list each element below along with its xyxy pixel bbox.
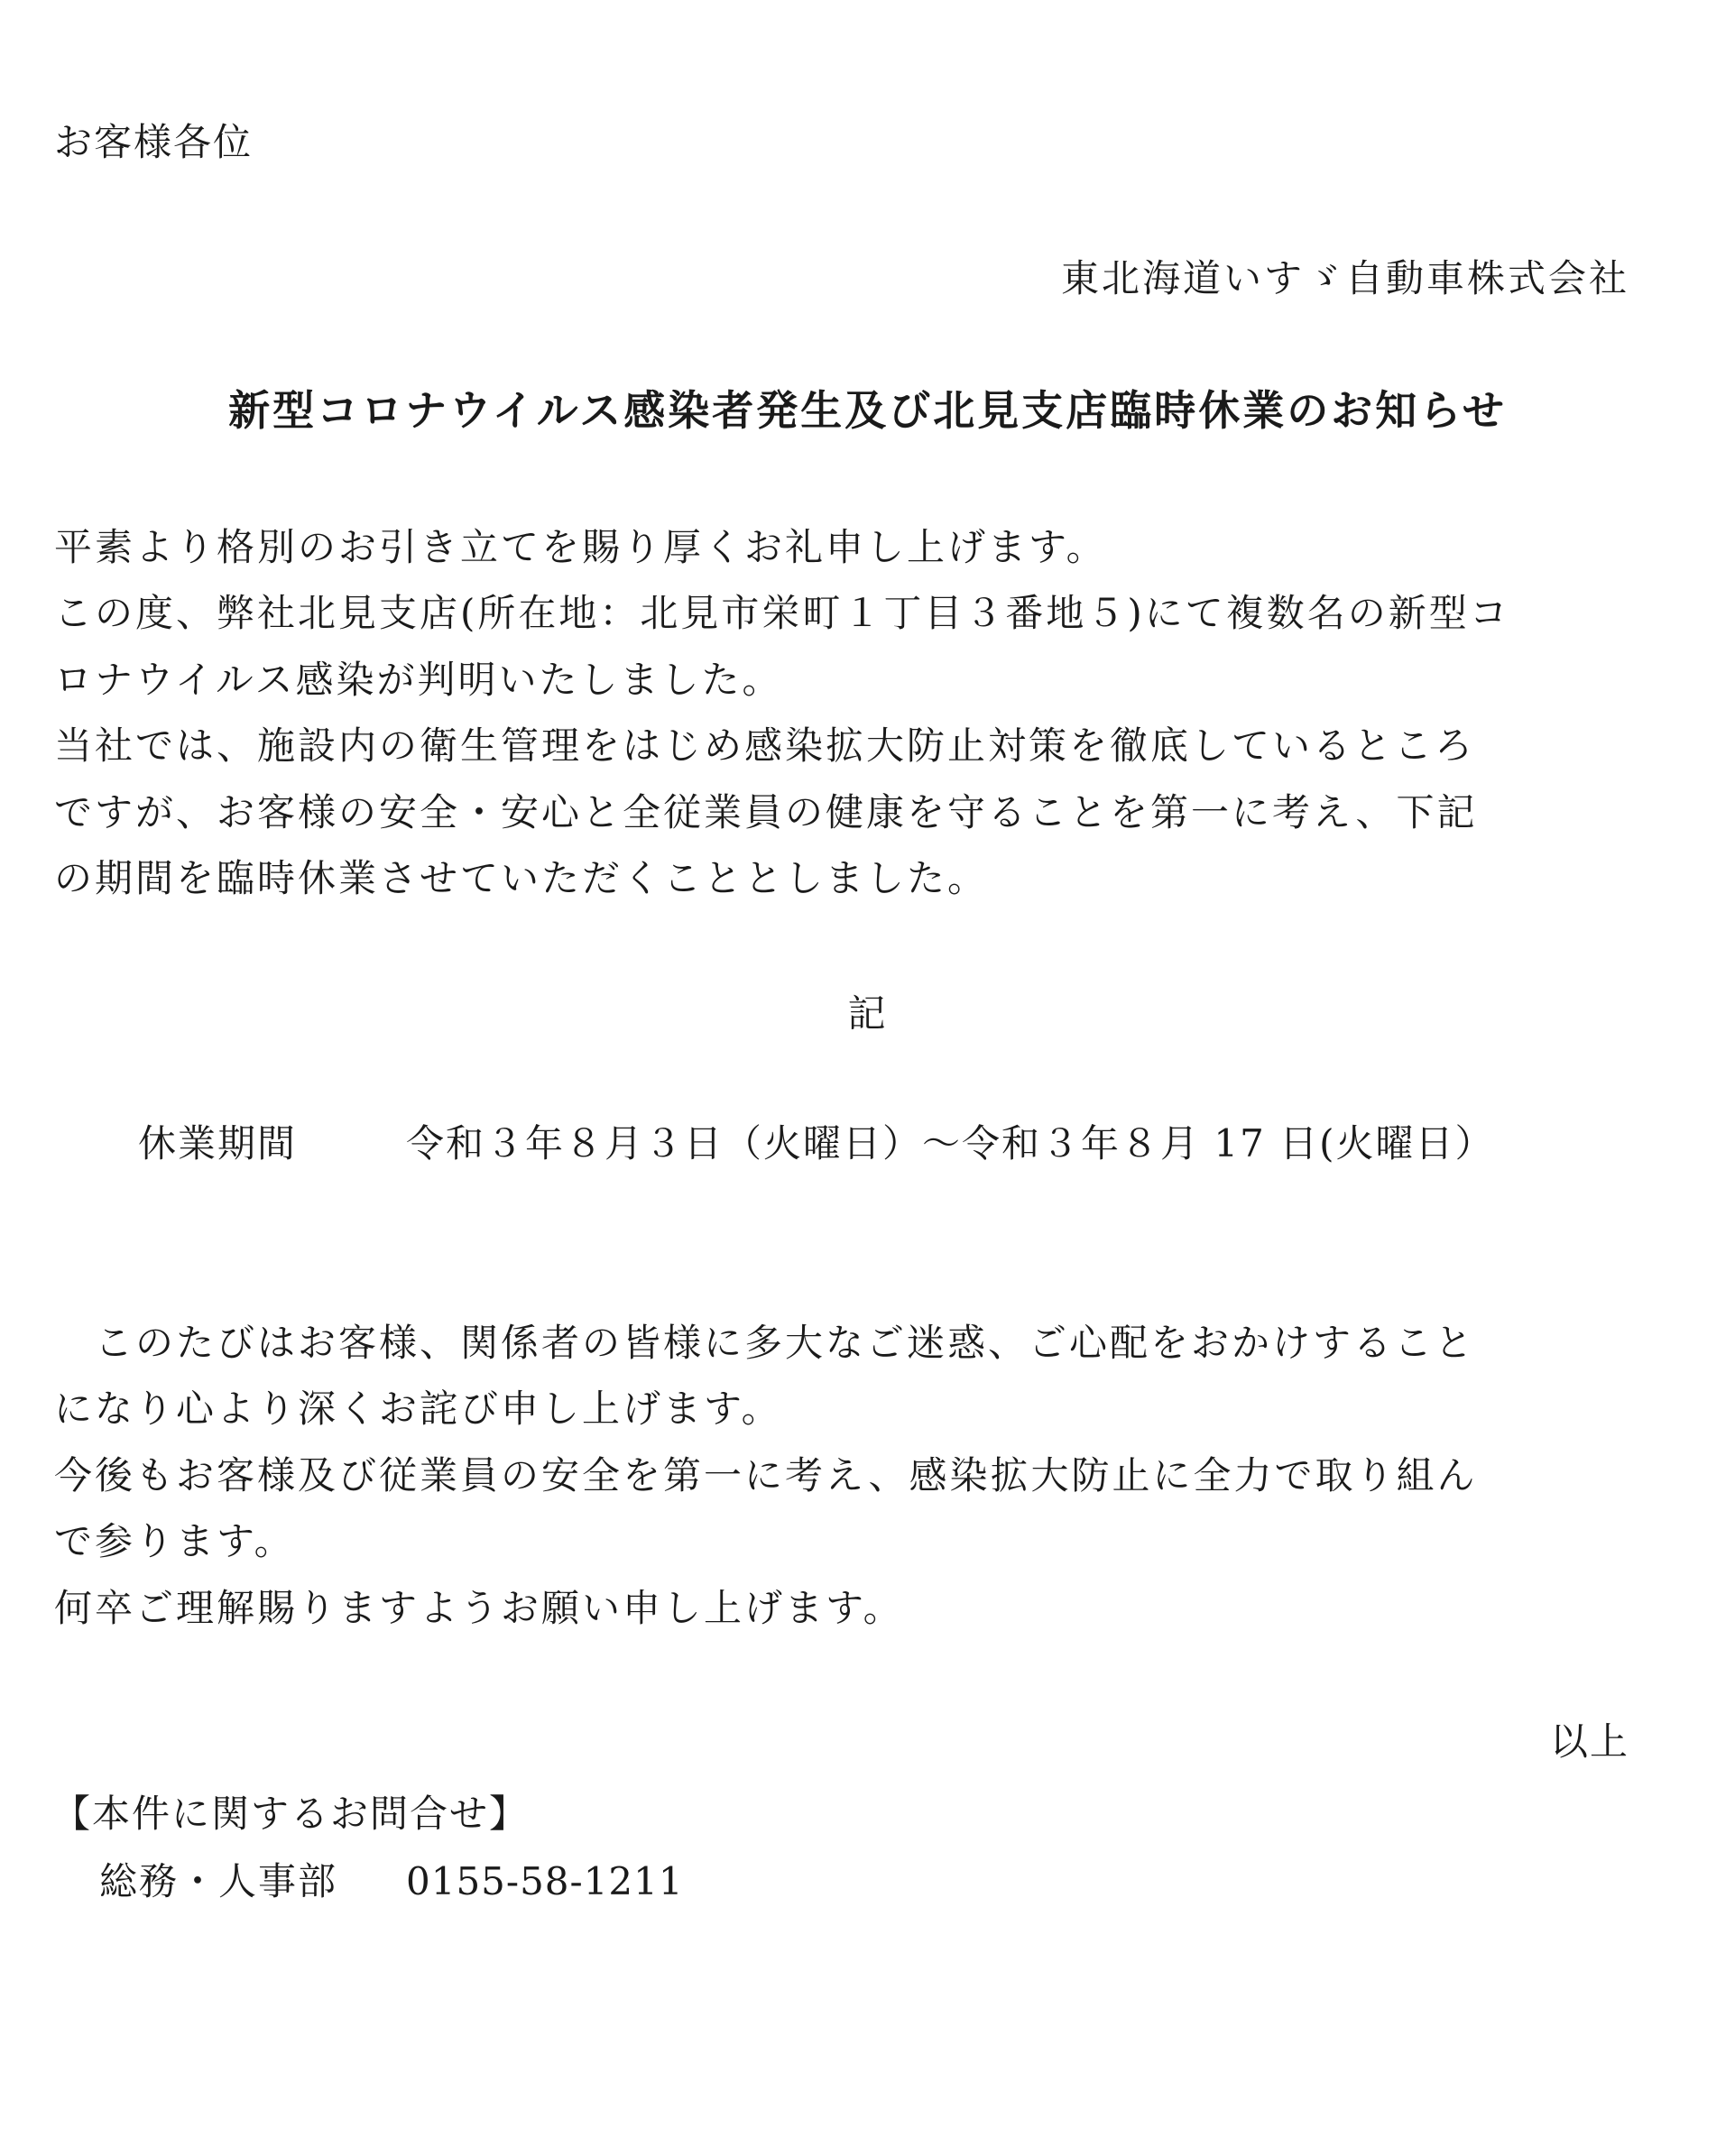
notice-title: 新型コロナウイルス感染者発生及び北見支店臨時休業のお知らせ: [228, 386, 1507, 435]
body-line: の期間を臨時休業させていただくこととしました。: [54, 856, 989, 900]
body-line: 当社では、施設内の衛生管理をはじめ感染拡大防止対策を徹底しているところ: [54, 723, 1476, 768]
contact-phone: 0155-58-1211: [406, 1859, 684, 1903]
body-line: ロナウイルス感染が判明いたしました。: [54, 658, 783, 702]
body-line: ですが、お客様の安全・安心と全従業員の健康を守ることを第一に考え、下記: [54, 790, 1478, 834]
apology-line: になり心より深くお詫び申し上げます。: [54, 1387, 782, 1431]
addressee: お客様各位: [54, 120, 254, 164]
body-line: 平素より格別のお引き立てを賜り厚くお礼申し上げます。: [54, 525, 1107, 569]
apology-line: 何卒ご理解賜りますようお願い申し上げます。: [54, 1586, 904, 1630]
contact-department: 総務・人事部: [99, 1859, 338, 1903]
company-name: 東北海道いすゞ自動車株式会社: [1060, 256, 1629, 300]
ki-heading: 記: [847, 991, 888, 1036]
apology-line: このたびはお客様、関係者の皆様に多大なご迷惑、ご心配をおかけすること: [54, 1321, 1476, 1365]
apology-line: で参ります。: [54, 1519, 295, 1563]
contact-heading: 【本件に関するお問合せ】: [52, 1792, 530, 1836]
closing-mark: 以上: [1549, 1719, 1629, 1764]
period-label: 休業期間: [138, 1121, 298, 1166]
body-line: この度、弊社北見支店(所在地：北見市栄町１丁目３番地５)にて複数名の新型コ: [54, 591, 1510, 635]
period-value: 令和３年８月３日（火曜日）～令和３年８月 17 日(火曜日）: [406, 1121, 1495, 1166]
apology-line: 今後もお客様及び従業員の安全を第一に考え、感染拡大防止に全力で取り組ん: [54, 1453, 1478, 1497]
